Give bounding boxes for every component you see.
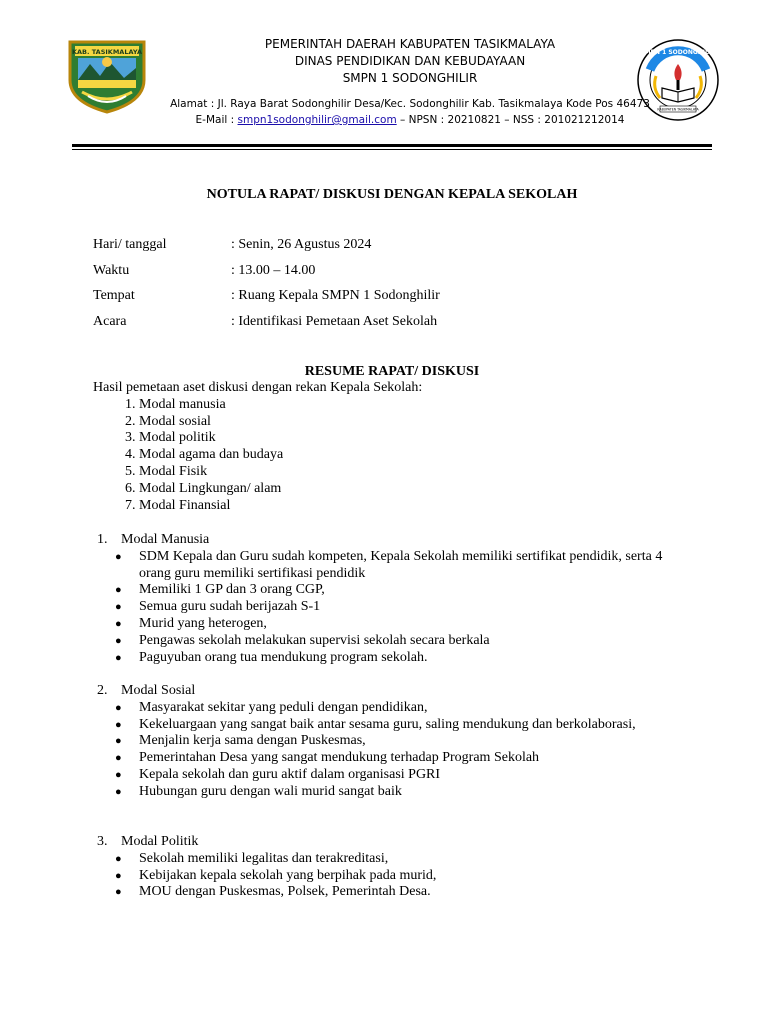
letterhead	[150, 36, 670, 128]
government-name: PEMERINTAH DAERAH KABUPATEN TASIKMALAYA	[264, 37, 556, 51]
bullet-item	[97, 733, 697, 750]
bullet-text: Pemerintahan Desa yang sangat mendukung terhadap Program Sekolah	[139, 750, 540, 766]
bullet-icon: ●	[115, 701, 122, 714]
resume-intro: Hasil pemetaan aset diskusi dengan rekan Kepala Sekolah:	[93, 380, 423, 395]
bullet-text: Pengawas sekolah melakukan supervisi sekolah secara berkala	[139, 632, 490, 648]
asset-text: Modal politik	[139, 430, 216, 446]
bullet-text: Masyarakat sekitar yang peduli dengan pendidikan,	[139, 699, 428, 715]
npsn-nss: – NPSN : 20210821 – NSS : 201021212014	[396, 114, 625, 126]
bullet-text: Kekeluargaan yang sangat baik antar sesama guru, saling mendukung dan berkolaborasi,	[139, 716, 636, 732]
bullet-icon: ●	[115, 768, 122, 781]
bullet-list	[97, 700, 697, 801]
section-number: 1.	[97, 532, 108, 547]
bullet-item	[97, 784, 697, 801]
info-value: : Senin, 26 Agustus 2024	[231, 237, 372, 252]
section-heading	[97, 683, 697, 700]
resume-title: RESUME RAPAT/ DISKUSI	[304, 364, 480, 379]
section-heading	[97, 532, 697, 549]
bullet-text: SDM Kepala dan Guru sudah kompeten, Kepala Sekolah memiliki sertifikat pendidik, serta 4 orang guru memiliki sertifikasi pendidik	[139, 548, 663, 581]
asset-list-item	[93, 498, 693, 515]
asset-list-item	[93, 481, 693, 498]
asset-number: 5.	[125, 463, 136, 479]
bullet-text: Paguyuban orang tua mendukung program sekolah.	[139, 649, 428, 665]
info-row-agenda	[93, 314, 440, 340]
bullet-item	[97, 851, 697, 868]
bullet-text: Kebijakan kepala sekolah yang berpihak pada murid,	[139, 867, 437, 883]
asset-text: Modal Finansial	[139, 497, 231, 513]
bullet-icon: ●	[115, 617, 122, 630]
info-row-date	[93, 237, 440, 263]
asset-text: Modal sosial	[139, 413, 211, 429]
bullet-text: MOU dengan Puskesmas, Polsek, Pemerintah Desa.	[139, 884, 431, 900]
asset-number: 2.	[125, 413, 136, 429]
info-label: Tempat	[93, 288, 135, 303]
bullet-item	[97, 582, 697, 599]
school-address: Alamat : Jl. Raya Barat Sodonghilir Desa/Kec. Sodonghilir Kab. Tasikmalaya Kode Pos 46473	[170, 98, 650, 110]
bullet-list	[97, 851, 697, 901]
bullet-icon: ●	[115, 634, 122, 647]
bullet-icon: ●	[115, 718, 122, 731]
school-name: SMPN 1 SODONGHILIR	[342, 71, 478, 85]
info-label: Waktu	[93, 262, 130, 278]
asset-list-item	[93, 397, 693, 414]
bullet-item	[97, 868, 697, 885]
asset-number: 7.	[125, 497, 136, 513]
bullet-icon: ●	[115, 886, 122, 899]
section-heading	[97, 834, 697, 851]
meeting-info	[93, 237, 440, 339]
info-label: Hari/ tanggal	[93, 237, 167, 252]
bullet-icon: ●	[115, 752, 122, 765]
letterhead-rule-thick	[72, 144, 712, 147]
asset-list-item	[93, 464, 693, 481]
logo-ring-text: SMPN 1 SODONGHILIR	[640, 49, 716, 56]
section-modal-sosial	[97, 683, 697, 801]
bullet-item	[97, 633, 697, 650]
bullet-icon: ●	[115, 550, 122, 563]
bullet-icon: ●	[115, 852, 122, 865]
bullet-item	[97, 767, 697, 784]
info-label: Acara	[93, 313, 127, 329]
info-value: : Ruang Kepala SMPN 1 Sodonghilir	[231, 288, 440, 303]
bullet-text: Memiliki 1 GP dan 3 orang CGP,	[139, 582, 325, 598]
letterhead-rule-thin	[72, 149, 712, 150]
tasikmalaya-crest-logo	[66, 36, 148, 114]
section-title: Modal Sosial	[121, 683, 196, 698]
asset-text: Modal Lingkungan/ alam	[139, 480, 282, 496]
logo-bottom-text: KABUPATEN TASIKMALAYA	[657, 107, 699, 112]
bullet-text: Kepala sekolah dan guru aktif dalam organisasi PGRI	[139, 766, 441, 782]
bullet-list	[97, 549, 697, 667]
bullet-item	[97, 700, 697, 717]
asset-text: Modal Fisik	[139, 463, 208, 479]
asset-text: Modal agama dan budaya	[139, 447, 284, 463]
asset-text: Modal manusia	[139, 396, 226, 412]
bullet-text: Murid yang heterogen,	[139, 615, 267, 631]
info-row-place	[93, 288, 440, 314]
resume-intro-block	[93, 380, 693, 514]
bullet-text: Hubungan guru dengan wali murid sangat baik	[139, 783, 402, 799]
bullet-item	[97, 717, 697, 734]
bullet-icon: ●	[115, 735, 122, 748]
asset-number: 1.	[125, 396, 136, 412]
asset-number: 4.	[125, 447, 136, 463]
bullet-item	[97, 599, 697, 616]
email-link[interactable]: smpn1sodonghilir@gmail.com	[237, 114, 397, 126]
document-title: NOTULA RAPAT/ DISKUSI DENGAN KEPALA SEKOLAH	[206, 187, 578, 202]
bullet-item	[97, 650, 697, 667]
asset-number: 3.	[125, 430, 136, 446]
asset-list-item	[93, 447, 693, 464]
asset-number: 6.	[125, 480, 136, 496]
bullet-text: Menjalin kerja sama dengan Puskesmas,	[139, 733, 366, 749]
section-modal-manusia	[97, 532, 697, 666]
department-name: DINAS PENDIDIKAN DAN KEBUDAYAAN	[294, 54, 526, 68]
info-value: : Identifikasi Pemetaan Aset Sekolah	[231, 313, 438, 329]
asset-list-item	[93, 414, 693, 431]
asset-list	[93, 397, 693, 515]
section-number: 2.	[97, 683, 108, 698]
bullet-item	[97, 750, 697, 767]
section-modal-politik	[97, 834, 697, 901]
info-row-time	[93, 263, 440, 289]
asset-list-item	[93, 430, 693, 447]
bullet-text: Semua guru sudah berijazah S-1	[139, 599, 321, 615]
info-value: : 13.00 – 14.00	[231, 262, 316, 278]
bullet-item	[97, 549, 697, 583]
bullet-icon: ●	[115, 869, 122, 882]
email-prefix: E-Mail :	[195, 114, 238, 126]
section-title: Modal Manusia	[121, 532, 210, 547]
section-title: Modal Politik	[121, 834, 199, 849]
bullet-icon: ●	[115, 651, 122, 664]
crest-banner-text: KAB. TASIKMALAYA	[71, 48, 143, 56]
bullet-text: Sekolah memiliki legalitas dan terakreditasi,	[139, 850, 389, 866]
bullet-item	[97, 616, 697, 633]
contact-line	[150, 112, 670, 128]
section-number: 3.	[97, 834, 108, 849]
bullet-icon: ●	[115, 584, 122, 597]
bullet-item	[97, 884, 697, 901]
bullet-icon: ●	[115, 785, 122, 798]
bullet-icon: ●	[115, 601, 122, 614]
